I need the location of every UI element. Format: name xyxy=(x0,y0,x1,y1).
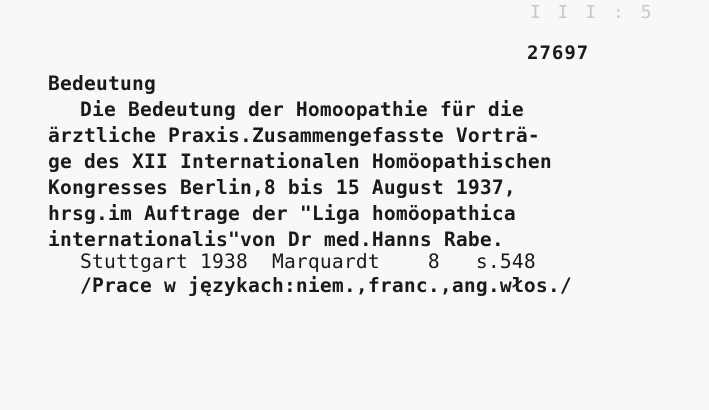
heading-word: Bedeutung xyxy=(48,72,156,95)
title-line: Die Bedeutung der Homoopathie für die xyxy=(80,98,524,121)
title-line: Kongresses Berlin,8 bis 15 August 1937, xyxy=(48,176,516,199)
title-line: ärztliche Praxis.Zusammengefasste Vorträ- xyxy=(48,124,540,147)
title-line: ge des XII Internationalen Homöopathischen xyxy=(48,150,552,173)
editor-line: hrsg.im Auftrage der "Liga homöopathica xyxy=(48,202,516,225)
catalog-number: 27697 xyxy=(527,42,590,64)
editor-line: internationalis"von Dr med.Hanns Rabe. xyxy=(48,228,504,251)
imprint-line: Stuttgart 1938 Marquardt 8 s.548 xyxy=(80,250,536,273)
faded-stamp-text: I I I : 5 xyxy=(530,2,655,23)
language-note: /Prace w językach:niem.,franc.,ang.włos./ xyxy=(80,274,572,297)
